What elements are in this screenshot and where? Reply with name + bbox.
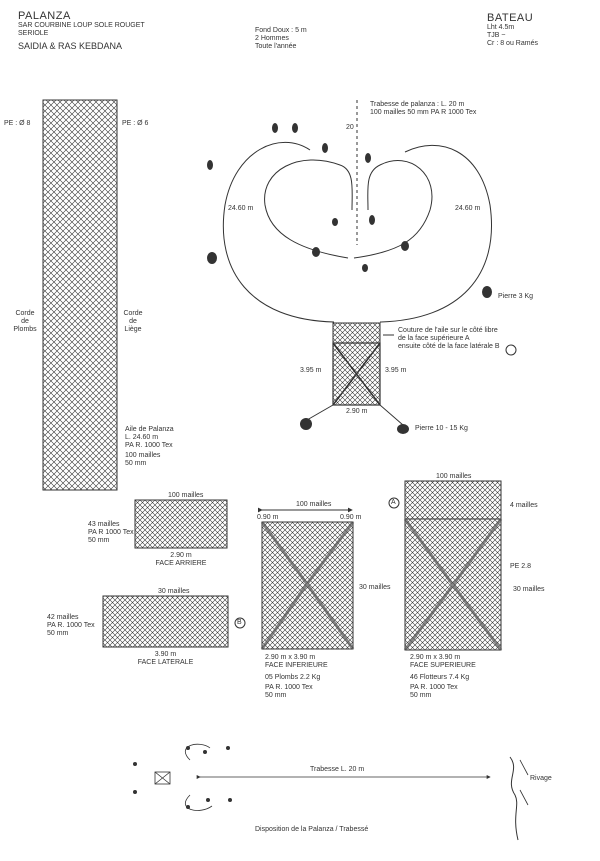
header-depth: Fond Doux : 5 m (255, 27, 307, 34)
superior-right: 30 mailles (513, 586, 545, 593)
face-superieure-net (389, 481, 501, 650)
plan-left-loop: 24.60 m (228, 205, 254, 212)
inferior-info: 2.90 m x 3.90 m FACE INFERIEURE 05 Plombs 2.2 Kg PA R. 1000 Tex 50 mm (265, 654, 328, 699)
lateral-top: 30 mailles (158, 588, 190, 595)
header-length: Lht 4.5m (487, 24, 515, 31)
superior-pe: PE 2.8 (510, 563, 532, 570)
plan-view (223, 100, 491, 322)
inferior-tr: 0.90 m (340, 514, 362, 521)
layout-shore: Rivage (530, 775, 552, 782)
plan-box-bottom: 2.90 m (346, 408, 368, 415)
layout-caption: Disposition de la Palanza / Trabessé (255, 826, 369, 833)
header-species: SAR COURBINE LOUP SOLE ROUGET (18, 22, 145, 29)
plan-sewing: Couture de l'aile sur le côté libre de la face supérieure A ensuite côté de la face latérale B (398, 327, 500, 350)
lateral-bottom: 3.90 m FACE LATERALE (103, 651, 228, 667)
lateral-name: FACE LATERALE (137, 659, 194, 666)
wing-rope-right: Corde de Liège (123, 310, 143, 333)
rear-name: FACE ARRIERE (155, 560, 207, 567)
face-inferieure-net (262, 510, 353, 649)
inferior-tl: 0.90 m (257, 514, 279, 521)
plan-box-left: 3.95 m (300, 367, 322, 374)
inferior-name: FACE INFERIEURE (265, 662, 328, 669)
face-laterale-net (103, 596, 245, 647)
plan-stone-big: Pierre 10 - 15 Kg (415, 425, 468, 432)
inferior-top: 100 mailles (296, 501, 332, 508)
superior-info: 2.90 m x 3.90 m FACE SUPERIEURE 46 Flotteurs 7.4 Kg PA R. 1000 Tex 50 mm (410, 654, 476, 699)
header-period: SERIOLE (18, 30, 49, 37)
superior-name: FACE SUPERIEURE (410, 662, 476, 669)
rear-bottom: 2.90 m FACE ARRIERE (135, 552, 227, 568)
wing-rope-left: Corde de Plombs (13, 310, 37, 333)
plan-box-right: 3.95 m (385, 367, 407, 374)
layout-weights (133, 746, 232, 809)
superior-mark: A (391, 499, 396, 506)
wing-pe-right: PE : Ø 6 (122, 120, 149, 127)
superior-top: 100 mailles (436, 473, 472, 480)
plan-traverse-len: 20 (346, 124, 354, 131)
header-season: Toute l'année (255, 43, 297, 50)
superior-right-top: 4 mailles (510, 502, 538, 509)
header-left (18, 10, 145, 51)
lateral-mark: B (237, 619, 242, 626)
wing-net (43, 100, 117, 490)
header-title: PALANZA (18, 10, 71, 22)
header-power: Cr : 8 ou Ramés (487, 40, 538, 47)
layout-traverse: Trabesse L. 20 m (310, 766, 365, 773)
face-arriere-net (135, 500, 227, 548)
plan-stone-small: Pierre 3 Kg (498, 293, 534, 300)
lateral-left: 42 mailles PA R. 1000 Tex 50 mm (47, 614, 95, 637)
plan-right-loop: 24.60 m (455, 205, 481, 212)
header-crew: 2 Hommes (255, 35, 289, 42)
wing-pe-left: PE : Ø 8 (4, 120, 31, 127)
header-right (487, 12, 538, 48)
rear-left: 43 mailles PA R 1000 Tex 50 mm (88, 521, 134, 544)
wing-spec: Aile de Palanza L. 24.60 m PA R. 1000 Tex 100 mailles 50 mm (125, 426, 174, 467)
header-tjb: TJB ~ (487, 32, 506, 39)
inferior-right: 30 mailles (359, 584, 391, 591)
rear-top: 100 mailles (168, 492, 204, 499)
header-region: SAIDIA & RAS KEBDANA (18, 41, 123, 51)
plan-traverse: Trabesse de palanza : L. 20 m 100 mailles 50 mm PA R 1000 Tex (370, 101, 477, 116)
header-boat: BATEAU (487, 12, 534, 24)
header-center (255, 27, 307, 51)
